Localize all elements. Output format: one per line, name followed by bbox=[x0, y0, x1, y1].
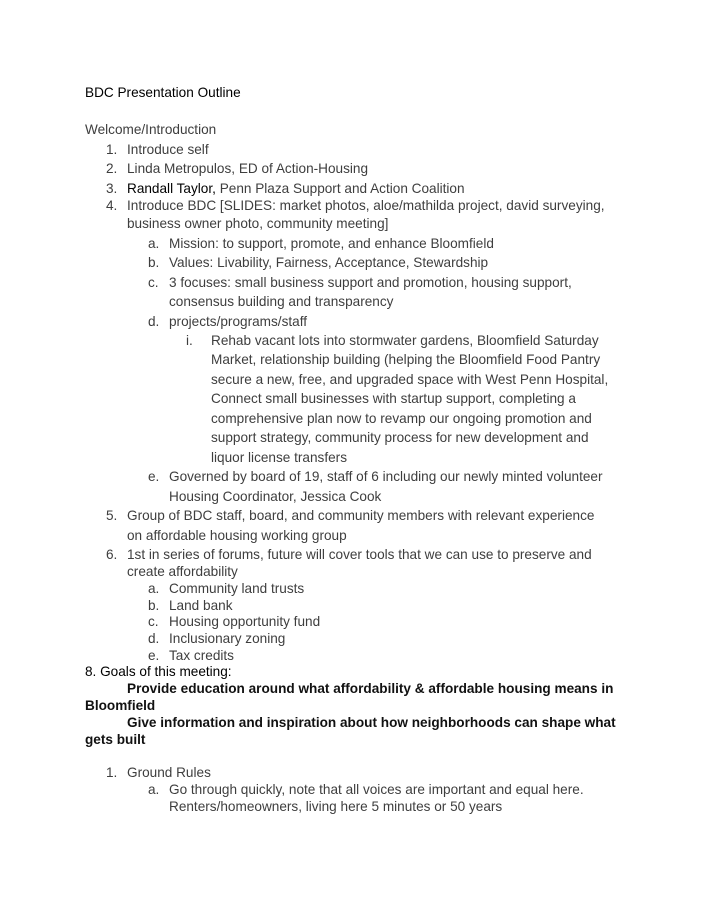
sub-item: 3 focuses: small business support and promotion, housing support, bbox=[169, 275, 572, 290]
sub-item: Inclusionary zoning bbox=[169, 631, 286, 646]
goal-line: Provide education around what affordability & affordable housing means in bbox=[127, 681, 614, 696]
goal-line: gets built bbox=[85, 732, 146, 747]
goal-line: Give information and inspiration about how neighborhoods can shape what bbox=[127, 715, 616, 730]
list-number: 2. bbox=[106, 161, 118, 176]
list-number: 5. bbox=[106, 508, 118, 523]
sub-item: Governed by board of 19, staff of 6 including our newly minted volunteer bbox=[169, 469, 603, 484]
sub-number: e. bbox=[148, 648, 160, 663]
sub-number: c. bbox=[148, 275, 159, 290]
list-number: 3. bbox=[106, 181, 118, 196]
subsub-item: liquor license transfers bbox=[211, 450, 347, 465]
list-item-line: business owner photo, community meeting] bbox=[127, 216, 389, 231]
list-item-line: create affordability bbox=[127, 564, 238, 579]
list-item-line: 1st in series of forums, future will cover tools that we can use to preserve and bbox=[127, 547, 592, 562]
list-number: 4. bbox=[106, 198, 118, 213]
sub-number: d. bbox=[148, 314, 160, 329]
goals-heading: 8. Goals of this meeting: bbox=[85, 664, 232, 679]
list-item-line: Group of BDC staff, board, and community members with relevant experience bbox=[127, 508, 595, 523]
list-number: 1. bbox=[106, 765, 118, 780]
subsub-item: secure a new, free, and upgraded space with West Penn Hospital, bbox=[211, 372, 609, 387]
item-text: Penn Plaza Support and Action Coalition bbox=[215, 181, 465, 196]
subsub-number: i. bbox=[186, 333, 193, 348]
list-item: Introduce self bbox=[127, 142, 209, 157]
sub-item: Mission: to support, promote, and enhance Bloomfield bbox=[169, 236, 494, 251]
list-item: Ground Rules bbox=[127, 765, 211, 780]
subsub-item: Rehab vacant lots into stormwater gardens, Bloomfield Saturday bbox=[211, 333, 599, 348]
list-item-line: Introduce BDC [SLIDES: market photos, aloe/mathilda project, david surveying, bbox=[127, 198, 605, 213]
sub-number: a. bbox=[148, 236, 160, 251]
sub-item: Values: Livability, Fairness, Acceptance, Stewardship bbox=[169, 255, 489, 270]
list-number: 1. bbox=[106, 142, 118, 157]
list-item-line: on affordable housing working group bbox=[127, 528, 347, 543]
subsub-item: comprehensive plan now to revamp our ongoing promotion and bbox=[211, 411, 592, 426]
sub-item: Go through quickly, note that all voices are important and equal here. bbox=[169, 782, 584, 797]
sub-item: Renters/homeowners, living here 5 minutes or 50 years bbox=[169, 799, 503, 814]
sub-item: Housing Coordinator, Jessica Cook bbox=[169, 489, 382, 504]
sub-number: d. bbox=[148, 631, 160, 646]
subsub-item: support strategy, community process for new development and bbox=[211, 430, 589, 445]
sub-number: a. bbox=[148, 581, 160, 596]
list-item: Linda Metropulos, ED of Action-Housing bbox=[127, 161, 369, 176]
person-name: Randall Taylor, bbox=[127, 181, 216, 196]
list-item bbox=[127, 180, 465, 198]
subsub-item: Connect small businesses with startup support, completing a bbox=[211, 391, 576, 406]
sub-number: b. bbox=[148, 598, 160, 613]
sub-number: c. bbox=[148, 614, 159, 629]
section-heading: Welcome/Introduction bbox=[85, 122, 217, 137]
subsub-item: Market, relationship building (helping the Bloomfield Food Pantry bbox=[211, 352, 601, 367]
sub-item: Community land trusts bbox=[169, 581, 305, 596]
sub-item: consensus building and transparency bbox=[169, 294, 394, 309]
sub-number: b. bbox=[148, 255, 160, 270]
sub-item: Land bank bbox=[169, 598, 233, 613]
sub-item: Housing opportunity fund bbox=[169, 614, 321, 629]
sub-number: e. bbox=[148, 469, 160, 484]
sub-item: projects/programs/staff bbox=[169, 314, 308, 329]
sub-item: Tax credits bbox=[169, 648, 234, 663]
sub-number: a. bbox=[148, 782, 160, 797]
document-title: BDC Presentation Outline bbox=[85, 85, 241, 100]
goal-line: Bloomfield bbox=[85, 698, 156, 713]
list-number: 6. bbox=[106, 547, 118, 562]
